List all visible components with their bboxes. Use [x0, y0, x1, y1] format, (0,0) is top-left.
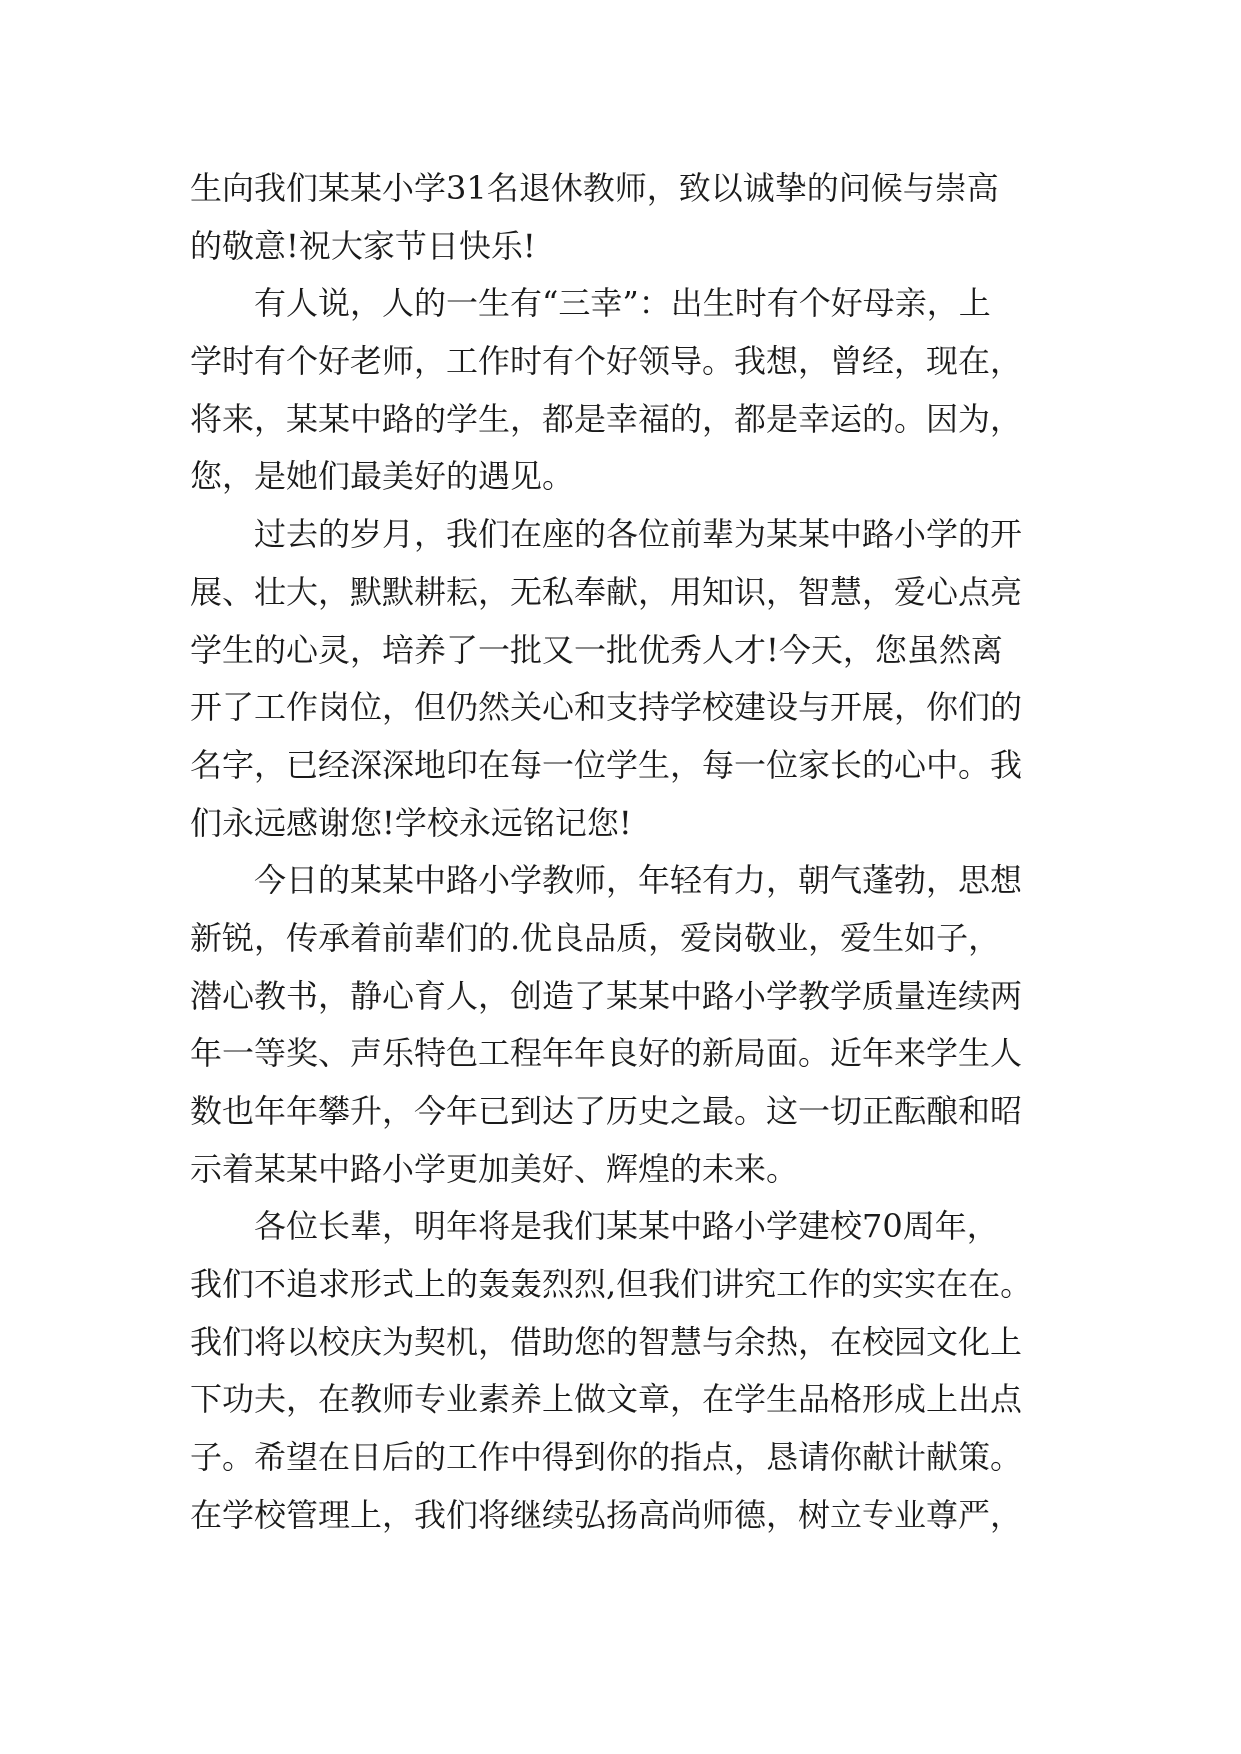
- text-line: 我们不追求形式上的轰轰烈烈,但我们讲究工作的实实在在。: [190, 1265, 1033, 1304]
- paragraph-start-line: 今日的某某中路小学教师，年轻有力，朝气蓬勃，思想: [254, 861, 1023, 900]
- text-line: 您，是她们最美好的遇见。: [190, 457, 575, 496]
- text-line: 将来，某某中路的学生，都是幸福的，都是幸运的。因为，: [190, 399, 1023, 438]
- text-line: 我们将以校庆为契机，借助您的智慧与余热，在校园文化上: [190, 1322, 1023, 1361]
- text-line: 名字，已经深深地印在每一位学生，每一位家长的心中。我: [190, 745, 1023, 784]
- paragraph-start-line: 各位长辈，明年将是我们某某中路小学建校70周年，: [254, 1207, 999, 1246]
- text-line: 开了工作岗位，但仍然关心和支持学校建设与开展，你们的: [190, 688, 1023, 727]
- paragraph-start-line: 过去的岁月，我们在座的各位前辈为某某中路小学的开: [254, 515, 1023, 554]
- text-line: 学时有个好老师，工作时有个好领导。我想，曾经，现在，: [190, 342, 1023, 381]
- text-line: 新锐，传承着前辈们的.优良品质，爱岗敬业，爱生如子，: [190, 918, 1001, 957]
- text-line: 生向我们某某小学31名退休教师，致以诚挚的问候与崇高: [190, 169, 999, 207]
- text-line: 年一等奖、声乐特色工程年年良好的新局面。近年来学生人: [190, 1034, 1023, 1073]
- paragraph-start-line: 有人说，人的一生有“三幸”：出生时有个好母亲，上: [254, 284, 991, 323]
- text-line: 数也年年攀升，今年已到达了历史之最。这一切正酝酿和昭: [190, 1092, 1023, 1130]
- text-line: 在学校管理上，我们将继续弘扬高尚师德，树立专业尊严，: [190, 1495, 1023, 1534]
- text-line: 们永远感谢您!学校永远铭记您!: [190, 803, 632, 842]
- text-line: 的敬意!祝大家节日快乐!: [190, 226, 536, 265]
- text-line: 子。希望在日后的工作中得到你的指点，恳请你献计献策。: [190, 1438, 1023, 1477]
- body-text: [190, 160, 1060, 1545]
- text-line: 展、壮大，默默耕耘，无私奉献，用知识，智慧，爱心点亮: [190, 572, 1023, 611]
- text-line: 学生的心灵，培养了一批又一批优秀人才!今天，您虽然离: [190, 630, 1003, 669]
- text-line: 潜心教书，静心育人，创造了某某中路小学教学质量连续两: [190, 976, 1023, 1015]
- text-line: 示着某某中路小学更加美好、辉煌的未来。: [190, 1149, 799, 1188]
- text-line: 下功夫，在教师专业素养上做文章，在学生品格形成上出点: [190, 1380, 1023, 1419]
